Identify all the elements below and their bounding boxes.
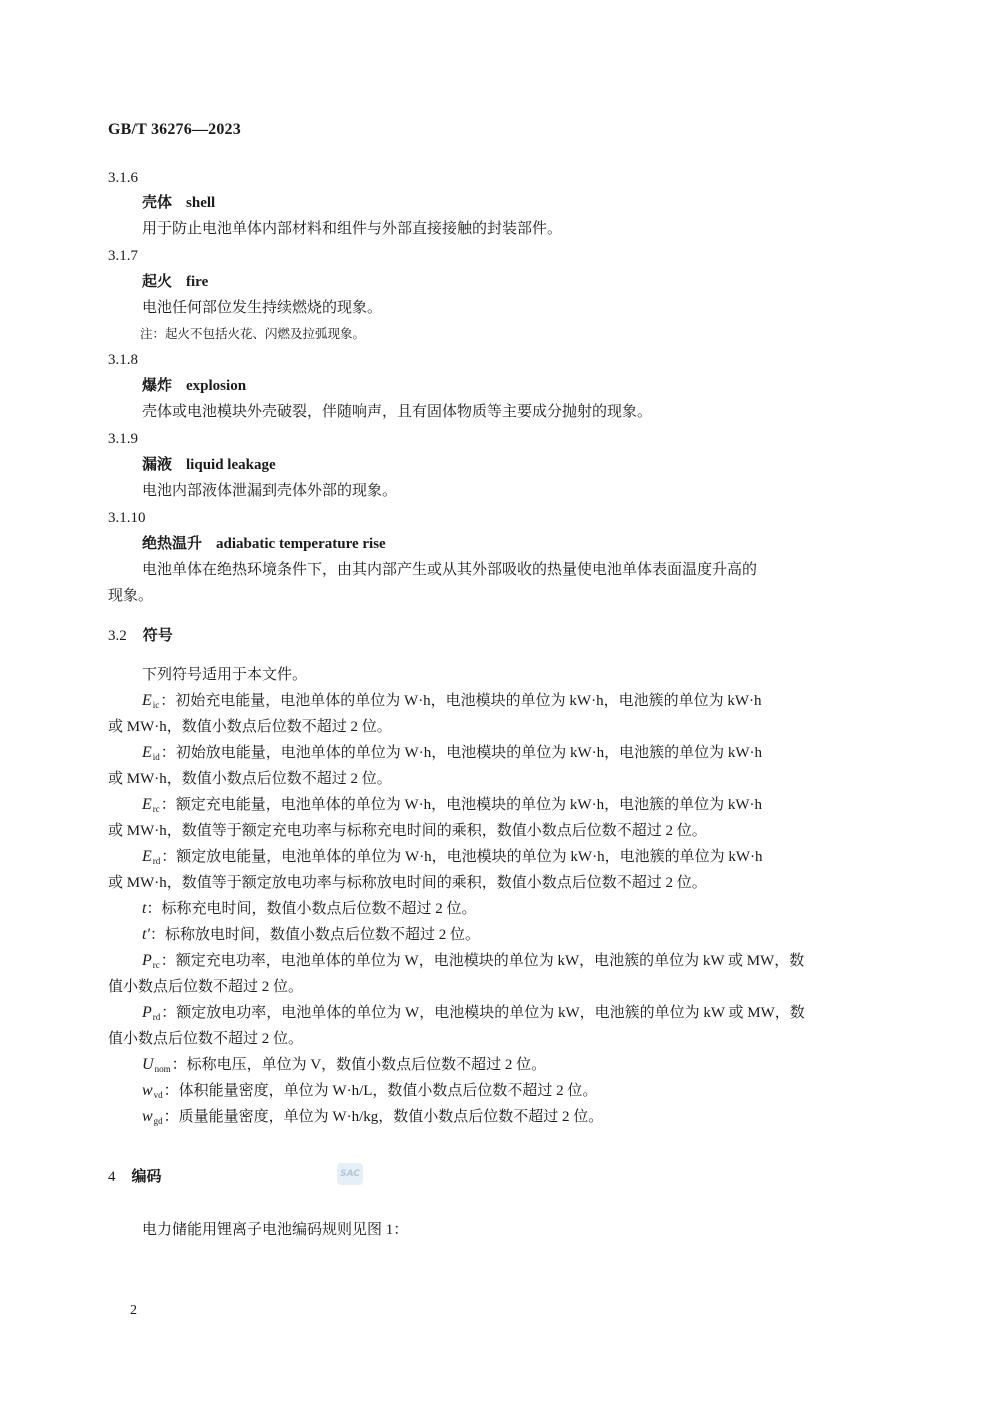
term-definition: 电池单体在绝热环境条件下，由其内部产生或从其外部吸收的热量使电池单体表面温度升高的 (142, 562, 758, 578)
symbol-text: ：体积能量密度，单位为 W·h/L，数值小数点后位数不超过 2 位。 (163, 1083, 598, 1099)
symbol-definition (142, 743, 762, 767)
symbol-subscript: vd (153, 1090, 163, 1100)
symbol-definition (142, 1081, 597, 1105)
term-definition-continued: 现象。 (108, 588, 154, 604)
term-number: 3.1.10 (108, 510, 146, 526)
symbol-definition (142, 1003, 805, 1027)
term-heading (142, 376, 246, 396)
symbol-text: ：额定放电功率，电池单体的单位为 W，电池模块的单位为 kW，电池簇的单位为 kW 或 MW，数 (161, 1005, 805, 1021)
term-en: fire (186, 274, 209, 290)
symbol-definition (142, 691, 762, 715)
symbol-text: ：初始放电能量，电池单体的单位为 W·h，电池模块的单位为 kW·h，电池簇的单位为 kW·h (160, 745, 763, 761)
section-intro: 下列符号适用于本文件。 (142, 667, 308, 683)
symbol-definition (142, 925, 480, 945)
symbol-definition-continued: 或 MW·h，数值小数点后位数不超过 2 位。 (108, 719, 392, 735)
document-code: GB/T 36276—2023 (108, 121, 241, 138)
symbol-subscript: rc (152, 960, 160, 970)
symbol-letter: P (142, 1004, 152, 1021)
term-definition: 电池内部液体泄漏到壳体外部的现象。 (142, 483, 398, 499)
symbol-text: ：额定充电能量，电池单体的单位为 W·h，电池模块的单位为 kW·h，电池簇的单位为 kW·h (160, 797, 762, 813)
symbol-definition (142, 899, 476, 919)
section-title: 编码 (131, 1169, 162, 1185)
watermark-text: SAC (340, 1169, 360, 1179)
term-number: 3.1.7 (108, 248, 138, 264)
term-heading (142, 455, 276, 475)
term-definition: 电池任何部位发生持续燃烧的现象。 (142, 300, 383, 316)
symbol-definition-continued: 或 MW·h，数值等于额定充电功率与标称充电时间的乘积，数值小数点后位数不超过 2 位。 (108, 823, 707, 839)
symbol-text: ：标称充电时间，数值小数点后位数不超过 2 位。 (146, 901, 477, 917)
symbol-subscript: id (152, 752, 160, 762)
section-number: 4 (108, 1169, 116, 1185)
term-heading (142, 534, 386, 554)
symbol-text: ：标称电压，单位为 V，数值小数点后位数不超过 2 位。 (171, 1057, 547, 1073)
symbol-definition-continued: 值小数点后位数不超过 2 位。 (108, 1031, 304, 1047)
term-en: liquid leakage (186, 457, 276, 473)
symbol-subscript: rc (152, 804, 160, 814)
term-note: 注：起火不包括火花、闪燃及拉弧现象。 (140, 327, 366, 341)
symbol-definition (142, 1055, 546, 1079)
term-en: adiabatic temperature rise (216, 536, 386, 552)
symbol-subscript: rd (152, 856, 161, 866)
symbol-definition (142, 795, 762, 819)
symbol-letter: E (142, 848, 152, 865)
symbol-definition-continued: 或 MW·h，数值小数点后位数不超过 2 位。 (108, 771, 392, 787)
page-number: 2 (130, 1303, 137, 1318)
symbol-subscript: gd (153, 1116, 163, 1126)
section-body: 电力储能用锂离子电池编码规则见图 1： (142, 1222, 409, 1238)
symbol-letter: w (142, 1082, 153, 1099)
term-en: explosion (186, 378, 247, 394)
term-number: 3.1.9 (108, 431, 138, 447)
symbol-letter: w (142, 1108, 153, 1125)
symbol-definition (142, 1107, 603, 1131)
term-zh: 漏液 (142, 457, 173, 473)
term-heading (142, 193, 215, 213)
term-en: shell (186, 195, 216, 211)
section-heading (108, 1167, 162, 1187)
symbol-text: ：质量能量密度，单位为 W·h/kg，数值小数点后位数不超过 2 位。 (163, 1109, 604, 1125)
symbol-subscript: rd (152, 1012, 161, 1022)
section-number: 3.2 (108, 628, 127, 644)
term-zh: 爆炸 (142, 378, 173, 394)
term-definition: 壳体或电池模块外壳破裂，伴随响声，且有固体物质等主要成分抛射的现象。 (142, 404, 653, 420)
term-zh: 起火 (142, 274, 173, 290)
term-number: 3.1.8 (108, 352, 138, 368)
term-definition: 用于防止电池单体内部材料和组件与外部直接接触的封装部件。 (142, 221, 563, 237)
symbol-letter: P (142, 952, 152, 969)
symbol-definition-continued: 或 MW·h，数值等于额定放电功率与标称放电时间的乘积，数值小数点后位数不超过 2 位。 (108, 875, 707, 891)
symbol-subscript: nom (154, 1064, 171, 1074)
symbol-letter: E (142, 796, 152, 813)
term-zh: 绝热温升 (142, 536, 203, 552)
symbol-letter: t (142, 900, 147, 917)
symbol-text: ：额定放电能量，电池单体的单位为 W·h，电池模块的单位为 kW·h，电池簇的单位为 kW·h (161, 849, 763, 865)
term-zh: 壳体 (142, 195, 173, 211)
symbol-text: ：额定充电功率，电池单体的单位为 W，电池模块的单位为 kW，电池簇的单位为 kW 或 MW，数 (160, 953, 805, 969)
term-number: 3.1.6 (108, 170, 138, 186)
symbol-letter: t′ (142, 926, 150, 943)
symbol-letter: U (142, 1056, 154, 1073)
symbol-text: ：初始充电能量，电池单体的单位为 W·h，电池模块的单位为 kW·h，电池簇的单位为 kW·h (160, 693, 762, 709)
symbol-text: ：标称放电时间，数值小数点后位数不超过 2 位。 (149, 927, 480, 943)
symbol-letter: E (142, 692, 152, 709)
term-heading (142, 272, 208, 292)
symbol-subscript: ic (152, 700, 160, 710)
symbol-definition (142, 951, 804, 975)
section-title: 符号 (142, 628, 173, 644)
sac-watermark-logo (337, 1163, 363, 1185)
symbol-letter: E (142, 744, 152, 761)
symbol-definition (142, 847, 763, 871)
section-heading (108, 626, 173, 646)
symbol-definition-continued: 值小数点后位数不超过 2 位。 (108, 979, 304, 995)
